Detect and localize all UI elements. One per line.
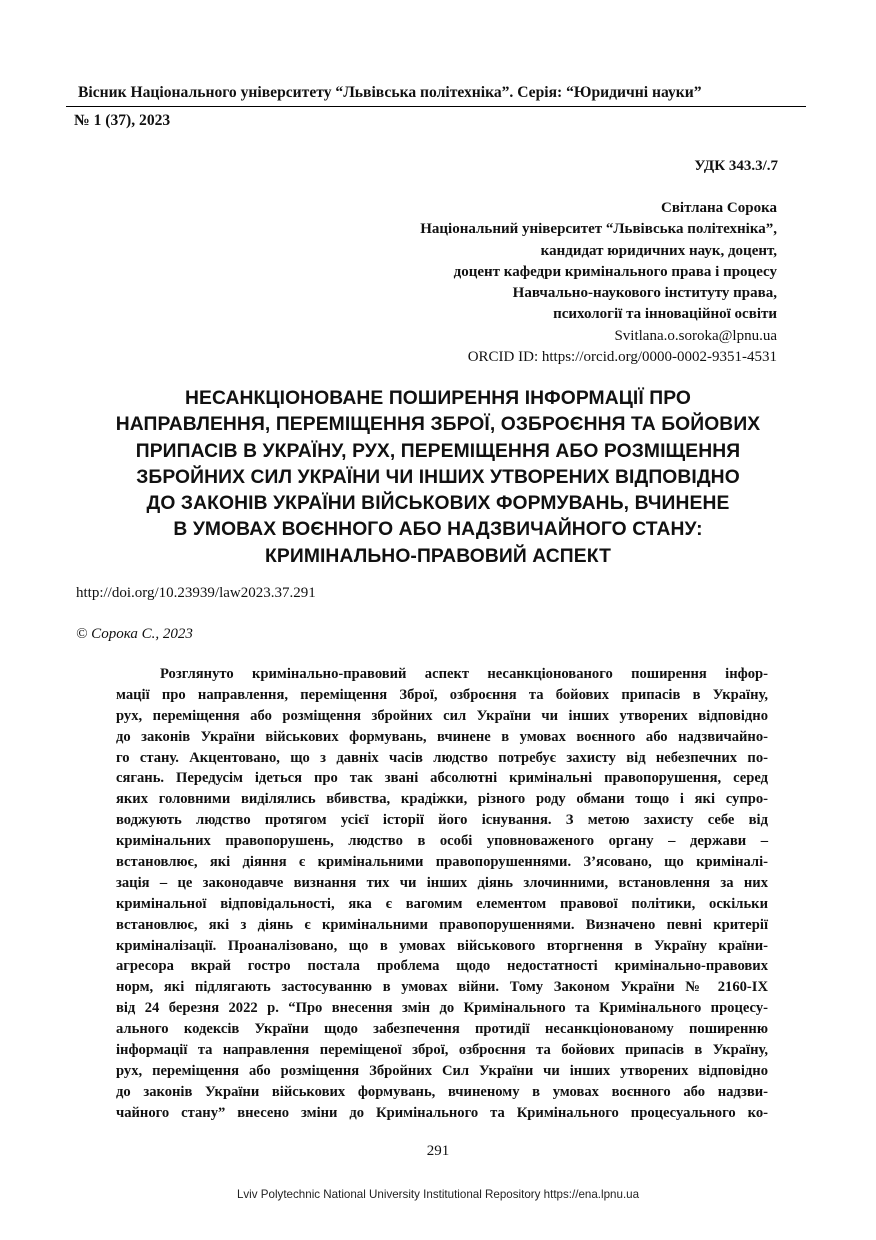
abstract-line: криміналізації. Проаналізовано, що в умовах військового вторгнення в Україну країни- <box>116 937 768 954</box>
author-block <box>420 198 777 368</box>
abstract-line: яких головними виділялись вбивства, крадіжки, різного роду обмани тощо і які супро- <box>116 791 768 808</box>
affiliation-line: доцент кафедри кримінального права і процесу <box>453 263 777 280</box>
udc-code: УДК 343.3/.7 <box>694 158 778 174</box>
affiliation-line: Навчально-наукового інституту права, <box>512 285 777 302</box>
abstract-line: від 24 березня 2022 р. “Про внесення змін до Кримінального та Кримінального процесу- <box>116 1000 768 1017</box>
abstract-line: агресора вкрай гостро постала проблема щодо недостатності кримінально-правових <box>116 958 768 975</box>
author-orcid[interactable]: ORCID ID: https://orcid.org/0000-0002-9351-4531 <box>467 349 777 366</box>
author-email[interactable]: Svitlana.o.soroka@lpnu.ua <box>614 327 777 344</box>
abstract-line: мації про направлення, переміщення Зброї, озброєння та бойових припасів в Україну, <box>116 686 768 703</box>
abstract-line: норм, які підлягають застосуванню в умовах війни. Тому Законом України № 2160-IX <box>116 979 768 996</box>
abstract-line: встановлює, які з діянь є кримінальними правопорушеннями. Визначено певні критерії <box>116 916 768 933</box>
abstract-line: воджують людство протягом усієї історії його існування. З метою захисту себе від <box>116 812 768 829</box>
title-line: КРИМІНАЛЬНО-ПРАВОВИЙ АСПЕКТ <box>265 545 611 567</box>
repository-footer: Lviv Polytechnic National University Institutional Repository https://ena.lpnu.ua <box>236 1188 640 1201</box>
title-line: В УМОВАХ ВОЄННОГО АБО НАДЗВИЧАЙНОГО СТАНУ: <box>173 519 703 541</box>
abstract-line: Розглянуто кримінально-правовий аспект несанкціонованого поширення інфор- <box>160 666 768 682</box>
title-line: НАПРАВЛЕННЯ, ПЕРЕМІЩЕННЯ ЗБРОЇ, ОЗБРОЄННЯ ТА БОЙОВИХ <box>115 414 761 436</box>
abstract-line: рух, переміщення або розміщення Збройних Сил України чи інших утворених відповідно <box>116 1062 768 1079</box>
copyright: © Сорока С., 2023 <box>76 626 193 642</box>
abstract-line: інформації та направлення переміщеної зброї, озброєння та бойових припасів в Україну, <box>116 1042 768 1059</box>
abstract-line: го стану. Акцентовано, що з давніх часів людство потребує захисту від небезпечних по- <box>116 749 768 766</box>
doi-link[interactable]: http://doi.org/10.23939/law2023.37.291 <box>76 585 316 601</box>
abstract <box>116 664 768 1124</box>
journal-title: Вісник Національного університету “Львівська політехніка”. Серія: “Юридичні науки” <box>78 84 702 101</box>
header-rule <box>66 106 806 107</box>
abstract-line: зація – це законодавче визнання тих чи інших діянь злочинними, встановлення за них <box>116 874 768 891</box>
affiliation-line: кандидат юридичних наук, доцент, <box>540 242 777 259</box>
title-line: ДО ЗАКОНІВ УКРАЇНИ ВІЙСЬКОВИХ ФОРМУВАНЬ, ВЧИНЕНЕ <box>146 493 730 515</box>
title-line: НЕСАНКЦІОНОВАНЕ ПОШИРЕННЯ ІНФОРМАЦІЇ ПРО <box>184 388 692 409</box>
affiliation-line: психології та інноваційної освіти <box>553 306 777 323</box>
affiliation-line: Національний університет “Львівська політехніка”, <box>420 221 777 238</box>
abstract-line: до законів України військових формувань, вчиненому в умовах воєнного або надзви- <box>116 1083 768 1100</box>
title-line: ЗБРОЙНИХ СИЛ УКРАЇНИ ЧИ ІНШИХ УТВОРЕНИХ ВІДПОВІДНО <box>136 466 740 488</box>
abstract-line: сягань. Передусім ідеться про так звані абсолютні кримінальні правопорушення, серед <box>116 770 768 787</box>
page-number: 291 <box>426 1143 450 1159</box>
title-line: ПРИПАСІВ В УКРАЇНУ, РУХ, ПЕРЕМІЩЕННЯ АБО РОЗМІЩЕННЯ <box>135 440 741 462</box>
abstract-line: кримінальних правопорушень, людство в особі уповноваженого органу – держави – <box>116 833 768 850</box>
abstract-line: встановлює, які діяння є кримінальними правопорушеннями. З’ясовано, що криміналі- <box>116 854 768 871</box>
abstract-line: рух, переміщення або розміщення збройних сил України чи інших утворених відповідно <box>116 707 768 724</box>
abstract-line: кримінальної відповідальності, яка є вагомим елементом правової політики, оскільки <box>116 895 768 912</box>
abstract-line: до законів України військових формувань, вчинене в умовах воєнного або надзвичайно- <box>116 728 768 745</box>
abstract-line: ального кодексів України щодо забезпечення протидії несанкціонованому поширенню <box>116 1021 768 1038</box>
issue-number: № 1 (37), 2023 <box>74 112 171 129</box>
article-title <box>60 386 816 570</box>
abstract-line: чайного стану” внесено зміни до Кримінального та Кримінального процесуального ко- <box>116 1104 768 1121</box>
author-name: Світлана Сорока <box>661 200 777 216</box>
